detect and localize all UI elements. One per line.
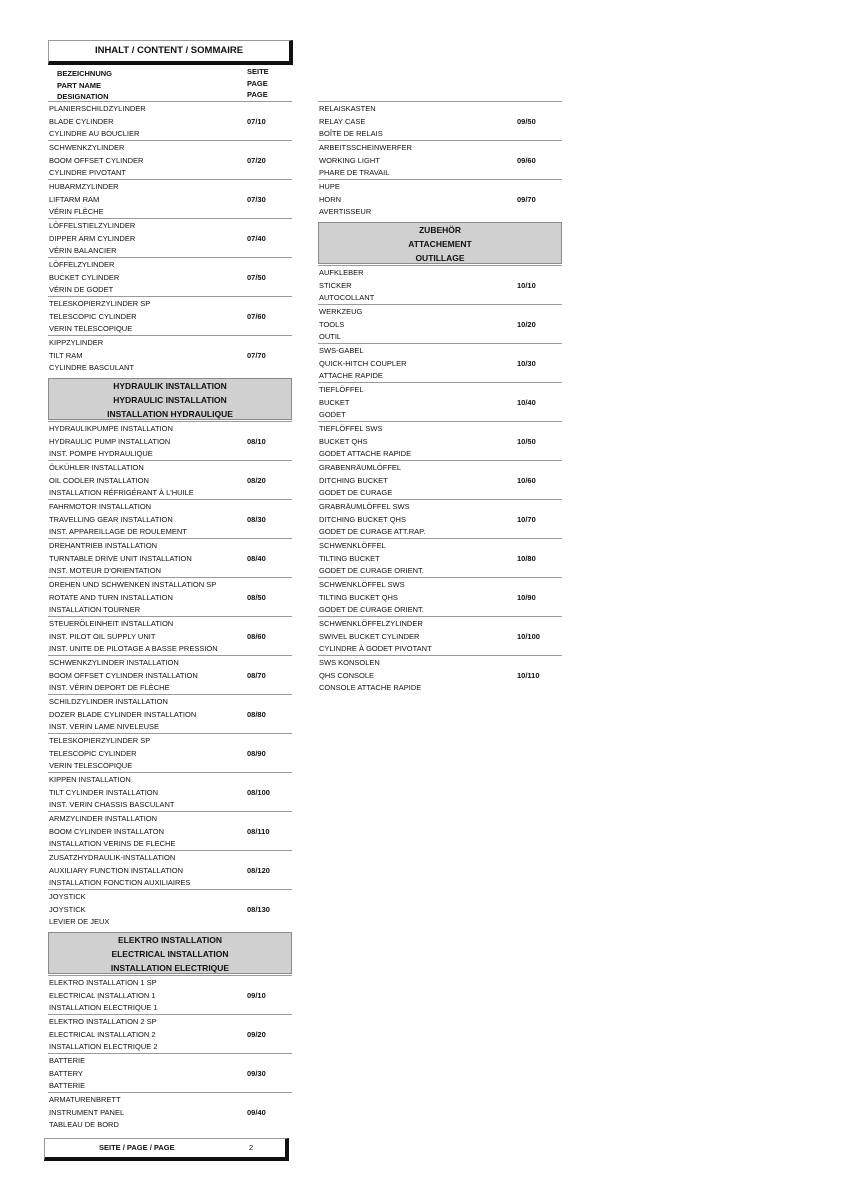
entry-name-en: INSTRUMENT PANEL [49, 1107, 125, 1117]
entry-name-fr: INSTALLATION ELECTRIQUE 1 [49, 1003, 158, 1012]
entry-name-fr: CYLINDRE BASCULANT [49, 363, 135, 372]
entry-name-de: ARMZYLINDER INSTALLATION [49, 814, 158, 823]
entry-name-fr: INSTALLATION ELECTRIQUE 2 [49, 1042, 158, 1051]
entry-group [48, 975, 292, 1131]
entry-name-fr: GODET DE CURAGE ORIENT. [319, 605, 424, 614]
entry-name-de: KIPPEN INSTALLATION [49, 775, 131, 784]
entry-page-ref: 08/100 [247, 787, 270, 797]
entry-name-en: RELAY CASE [319, 116, 366, 126]
entry-name-de: SCHWENKLÖFFELZYLINDER [319, 619, 423, 628]
entry-page-ref: 08/10 [247, 436, 266, 446]
entry-name-fr: CYLINDRE À GODET PIVOTANT [319, 644, 432, 653]
entry-name-fr: TABLEAU DE BORD [49, 1120, 119, 1129]
header-part-name: PART NAME [57, 80, 102, 90]
entry-name-de: TELESKOPIERZYLINDER SP [49, 299, 151, 308]
entry-name-en: TILT RAM [49, 350, 83, 360]
entry-name-en: BOOM CYLINDER INSTALLATON [49, 826, 165, 836]
entry-page-ref: 09/60 [517, 155, 536, 165]
toc-entry[interactable] [318, 421, 562, 460]
entry-name-en: TILT CYLINDER INSTALLATION [49, 787, 159, 797]
footer-label: SEITE / PAGE / PAGE [99, 1143, 175, 1152]
toc-entry[interactable] [48, 616, 292, 655]
entry-name-de: PLANIERSCHILDZYLINDER [49, 104, 146, 113]
entry-name-de: SCHWENKLÖFFEL [319, 541, 386, 550]
entry-name-de: ARMATURENBRETT [49, 1095, 121, 1104]
section-header-hydraulik [48, 378, 292, 420]
header-seite: SEITE [247, 67, 269, 76]
entry-name-en: ROTATE AND TURN INSTALLATION [49, 592, 173, 602]
entry-name-fr: CONSOLE ATTACHE RAPIDE [319, 683, 422, 692]
entry-name-en: TELESCOPIC CYLINDER [49, 311, 137, 321]
entry-name-de: HUPE [319, 182, 340, 191]
entry-name-fr: INST. VÉRIN DEPORT DE FLÈCHE [49, 683, 170, 692]
section-title-en: ELECTRICAL INSTALLATION [111, 949, 229, 959]
entry-name-de: DREHEN UND SCHWENKEN INSTALLATION SP [49, 580, 217, 589]
entry-name-de: AUFKLEBER [319, 268, 364, 277]
entry-name-fr: AVERTISSEUR [319, 207, 372, 216]
entry-name-en: QUICK-HITCH COUPLER [319, 358, 407, 368]
entry-page-ref: 08/90 [247, 748, 266, 758]
entry-name-fr: CYLINDRE PIVOTANT [49, 168, 126, 177]
entry-page-ref: 08/80 [247, 709, 266, 719]
section-header-elektro [48, 932, 292, 974]
toc-entry[interactable] [48, 889, 292, 928]
entry-page-ref: 10/110 [517, 670, 540, 680]
entry-name-en: QHS CONSOLE [319, 670, 375, 680]
entry-name-fr: VÉRIN FLÈCHE [49, 207, 104, 216]
toc-column-left [48, 101, 292, 1131]
entry-page-ref: 10/90 [517, 592, 536, 602]
entry-name-en: WORKING LIGHT [319, 155, 380, 165]
toc-entry[interactable] [48, 140, 292, 179]
toc-entry[interactable] [48, 577, 292, 616]
entry-name-de: HYDRAULIKPUMPE INSTALLATION [49, 424, 173, 433]
entry-name-en: BLADE CYLINDER [49, 116, 114, 126]
section-title-fr: INSTALLATION HYDRAULIQUE [107, 409, 233, 419]
toc-entry[interactable] [48, 335, 292, 374]
entry-name-fr: PHARE DE TRAVAIL [319, 168, 390, 177]
entry-name-de: LÖFFELSTIELZYLINDER [49, 221, 136, 230]
entry-name-fr: VERIN TELESCOPIQUE [49, 324, 133, 333]
entry-page-ref: 08/130 [247, 904, 270, 914]
entry-name-de: GRABENRÄUMLÖFFEL [319, 463, 402, 472]
entry-name-de: SWS KONSOLEN [319, 658, 380, 667]
toc-entry[interactable] [48, 499, 292, 538]
entry-name-en: HORN [319, 194, 342, 204]
footer-page-number: 2 [249, 1143, 254, 1152]
page-footer [44, 1138, 289, 1161]
entry-name-en: DITCHING BUCKET [319, 475, 388, 485]
entry-page-ref: 08/50 [247, 592, 266, 602]
entry-page-ref: 08/110 [247, 826, 270, 836]
toc-title: INHALT / CONTENT / SOMMAIRE [48, 40, 293, 65]
toc-entry[interactable] [318, 460, 562, 499]
entry-name-en: BATTERY [49, 1068, 83, 1078]
section-title-fr: INSTALLATION ELECTRIQUE [110, 963, 230, 973]
toc-entry[interactable] [48, 733, 292, 772]
entry-name-fr: INST. POMPE HYDRAULIQUE [49, 449, 153, 458]
header-page-fr: PAGE [247, 90, 268, 99]
header-bezeichnung: BEZEICHNUNG [57, 69, 113, 78]
entry-name-en: TILTING BUCKET [319, 553, 380, 563]
entry-page-ref: 07/10 [247, 116, 266, 126]
entry-name-en: STICKER [319, 280, 352, 290]
entry-name-de: SWS-GABEL [319, 346, 364, 355]
entry-name-en: LIFTARM RAM [49, 194, 100, 204]
entry-name-de: TIEFLÖFFEL SWS [319, 424, 383, 433]
entry-name-fr: INSTALLATION VERINS DE FLECHE [49, 839, 176, 848]
entry-name-fr: INSTALLATION TOURNER [49, 605, 141, 614]
entry-name-en: OIL COOLER INSTALLATION [49, 475, 149, 485]
entry-name-de: ELEKTRO INSTALLATION 2 SP [49, 1017, 157, 1026]
entry-page-ref: 07/40 [247, 233, 266, 243]
entry-name-fr: VERIN TELESCOPIQUE [49, 761, 133, 770]
entry-page-ref: 08/120 [247, 865, 270, 875]
entry-name-en: DITCHING BUCKET QHS [319, 514, 406, 524]
entry-page-ref: 08/70 [247, 670, 266, 680]
toc-entry[interactable] [48, 1092, 292, 1131]
entry-name-fr: GODET DE CURAGE [319, 488, 393, 497]
entry-group [48, 101, 292, 374]
entry-name-de: SCHWENKLÖFFEL SWS [319, 580, 405, 589]
entry-name-de: DREHANTRIEB INSTALLATION [49, 541, 158, 550]
header-designation: DESIGNATION [57, 92, 109, 101]
column-header [48, 66, 292, 100]
entry-name-fr: OUTIL [319, 332, 342, 341]
entry-name-de: SCHWENKZYLINDER INSTALLATION [49, 658, 179, 667]
toc-entry[interactable] [48, 179, 292, 218]
entry-name-fr: VÉRIN BALANCIER [49, 246, 117, 255]
entry-name-fr: INSTALLATION RÉFRIGÉRANT À L'HUILE [49, 488, 194, 497]
entry-page-ref: 07/20 [247, 155, 266, 165]
entry-page-ref: 10/100 [517, 631, 540, 641]
entry-name-de: STEUERÖLEINHEIT INSTALLATION [49, 619, 174, 628]
toc-entry[interactable] [318, 577, 562, 616]
toc-entry[interactable] [48, 538, 292, 577]
entry-page-ref: 10/60 [517, 475, 536, 485]
entry-page-ref: 10/10 [517, 280, 536, 290]
entry-page-ref: 07/70 [247, 350, 266, 360]
entry-page-ref: 10/80 [517, 553, 536, 563]
column-header-pages [247, 66, 269, 101]
entry-page-ref: 08/40 [247, 553, 266, 563]
toc-entry[interactable] [48, 811, 292, 850]
entry-name-de: SCHWENKZYLINDER [49, 143, 125, 152]
toc-entry[interactable] [48, 257, 292, 296]
entry-page-ref: 10/40 [517, 397, 536, 407]
section-title-en: ATTACHEMENT [408, 239, 472, 249]
entry-page-ref: 09/40 [247, 1107, 266, 1117]
toc-entry[interactable] [48, 772, 292, 811]
entry-name-fr: GODET DE CURAGE ORIENT. [319, 566, 424, 575]
entry-name-en: TRAVELLING GEAR INSTALLATION [49, 514, 173, 524]
entry-name-fr: CYLINDRE AU BOUCLIER [49, 129, 140, 138]
toc-entry[interactable] [318, 140, 562, 179]
entry-name-fr: INSTALLATION FONCTION AUXILIAIRES [49, 878, 191, 887]
entry-page-ref: 07/50 [247, 272, 266, 282]
entry-name-en: BUCKET QHS [319, 436, 368, 446]
toc-entry[interactable] [48, 975, 292, 1014]
entry-name-fr: BATTERIE [49, 1081, 86, 1090]
entry-page-ref: 08/30 [247, 514, 266, 524]
entry-page-ref: 08/60 [247, 631, 266, 641]
entry-name-en: HYDRAULIC PUMP INSTALLATION [49, 436, 171, 446]
entry-name-de: WERKZEUG [319, 307, 363, 316]
entry-name-en: BOOM OFFSET CYLINDER [49, 155, 144, 165]
toc-entry[interactable] [318, 304, 562, 343]
entry-group [318, 265, 562, 694]
entry-name-de: GRABRÄUMLÖFFEL SWS [319, 502, 410, 511]
toc-entry[interactable] [318, 382, 562, 421]
entry-name-en: TURNTABLE DRIVE UNIT INSTALLATION [49, 553, 192, 563]
entry-name-de: JOYSTICK [49, 892, 86, 901]
entry-name-en: DOZER BLADE CYLINDER INSTALLATION [49, 709, 197, 719]
toc-entry[interactable] [48, 460, 292, 499]
entry-page-ref: 07/30 [247, 194, 266, 204]
entry-page-ref: 10/30 [517, 358, 536, 368]
column-header-names [57, 68, 112, 103]
entry-name-en: JOYSTICK [49, 904, 86, 914]
toc-entry[interactable] [318, 655, 562, 694]
toc-entry[interactable] [48, 421, 292, 460]
toc-entry[interactable] [318, 616, 562, 655]
entry-name-en: BOOM OFFSET CYLINDER INSTALLATION [49, 670, 198, 680]
entry-name-en: TILTING BUCKET QHS [319, 592, 398, 602]
entry-name-fr: BOÎTE DE RELAIS [319, 129, 383, 138]
entry-page-ref: 09/30 [247, 1068, 266, 1078]
entry-name-en: TELESCOPIC CYLINDER [49, 748, 137, 758]
entry-name-de: HUBARMZYLINDER [49, 182, 119, 191]
toc-entry[interactable] [48, 1014, 292, 1053]
entry-name-fr: INST. VERIN LAME NIVELEUSE [49, 722, 160, 731]
section-header-zubehoer [318, 222, 562, 264]
entry-name-fr: GODET ATTACHE RAPIDE [319, 449, 412, 458]
entry-name-de: ELEKTRO INSTALLATION 1 SP [49, 978, 157, 987]
entry-name-en: AUXILIARY FUNCTION INSTALLATION [49, 865, 184, 875]
toc-entry[interactable] [318, 538, 562, 577]
entry-name-de: RELAISKASTEN [319, 104, 376, 113]
entry-name-fr: INST. MOTEUR D'ORIENTATION [49, 566, 161, 575]
entry-name-fr: GODET [319, 410, 346, 419]
section-title-de: ELEKTRO INSTALLATION [117, 935, 223, 945]
entry-name-en: BUCKET CYLINDER [49, 272, 120, 282]
entry-name-fr: INST. APPAREILLAGE DE ROULEMENT [49, 527, 187, 536]
entry-name-de: TELESKOPIERZYLINDER SP [49, 736, 151, 745]
toc-entry[interactable] [48, 296, 292, 335]
toc-entry[interactable] [48, 850, 292, 889]
entry-name-fr: INST. UNITE DE PILOTAGE A BASSE PRESSION [49, 644, 218, 653]
toc-entry[interactable] [318, 101, 562, 140]
toc-entry[interactable] [318, 499, 562, 538]
entry-name-en: TOOLS [319, 319, 345, 329]
entry-name-en: ELECTRICAL INSTALLATION 1 [49, 990, 156, 1000]
toc-entry[interactable] [48, 101, 292, 140]
entry-name-en: INST. PILOT OIL SUPPLY UNIT [49, 631, 156, 641]
entry-name-de: SCHILDZYLINDER INSTALLATION [49, 697, 168, 706]
entry-name-de: ZUSATZHYDRAULIK-INSTALLATION [49, 853, 176, 862]
entry-name-en: BUCKET [319, 397, 350, 407]
entry-page-ref: 10/20 [517, 319, 536, 329]
section-title-de: ZUBEHÖR [418, 225, 462, 235]
entry-page-ref: 09/70 [517, 194, 536, 204]
toc-column-right [318, 101, 562, 694]
entry-name-de: KIPPZYLINDER [49, 338, 104, 347]
toc-entry[interactable] [318, 179, 562, 218]
entry-name-de: BATTERIE [49, 1056, 86, 1065]
entry-name-fr: VÉRIN DE GODET [49, 285, 114, 294]
entry-page-ref: 09/10 [247, 990, 266, 1000]
entry-group [48, 421, 292, 928]
section-title-de: HYDRAULIK INSTALLATION [113, 381, 227, 391]
toc-entry[interactable] [48, 655, 292, 694]
section-title-fr: OUTILLAGE [415, 253, 465, 263]
entry-page-ref: 09/50 [517, 116, 536, 126]
entry-page-ref: 10/50 [517, 436, 536, 446]
toc-entry[interactable] [48, 218, 292, 257]
entry-name-de: TIEFLÖFFEL [319, 385, 364, 394]
entry-page-ref: 08/20 [247, 475, 266, 485]
entry-page-ref: 09/20 [247, 1029, 266, 1039]
entry-name-de: LÖFFELZYLINDER [49, 260, 115, 269]
header-page: PAGE [247, 78, 268, 88]
entry-name-en: DIPPER ARM CYLINDER [49, 233, 136, 243]
toc-entry[interactable] [48, 694, 292, 733]
entry-page-ref: 07/60 [247, 311, 266, 321]
entry-name-de: ARBEITSSCHEINWERFER [319, 143, 412, 152]
toc-entry[interactable] [318, 265, 562, 304]
toc-entry[interactable] [318, 343, 562, 382]
entry-group [318, 101, 562, 218]
entry-name-de: ÖLKÜHLER INSTALLATION [49, 463, 144, 472]
toc-entry[interactable] [48, 1053, 292, 1092]
entry-name-fr: INST. VERIN CHASSIS BASCULANT [49, 800, 175, 809]
entry-page-ref: 10/70 [517, 514, 536, 524]
entry-name-en: ELECTRICAL INSTALLATION 2 [49, 1029, 156, 1039]
entry-name-fr: ATTACHE RAPIDE [319, 371, 383, 380]
entry-name-en: SWIVEL BUCKET CYLINDER [319, 631, 420, 641]
entry-name-de: FAHRMOTOR INSTALLATION [49, 502, 152, 511]
entry-name-fr: AUTOCOLLANT [319, 293, 375, 302]
entry-name-fr: LEVIER DE JEUX [49, 917, 110, 926]
entry-name-fr: GODET DE CURAGE ATT.RAP. [319, 527, 426, 536]
section-title-en: HYDRAULIC INSTALLATION [113, 395, 227, 405]
